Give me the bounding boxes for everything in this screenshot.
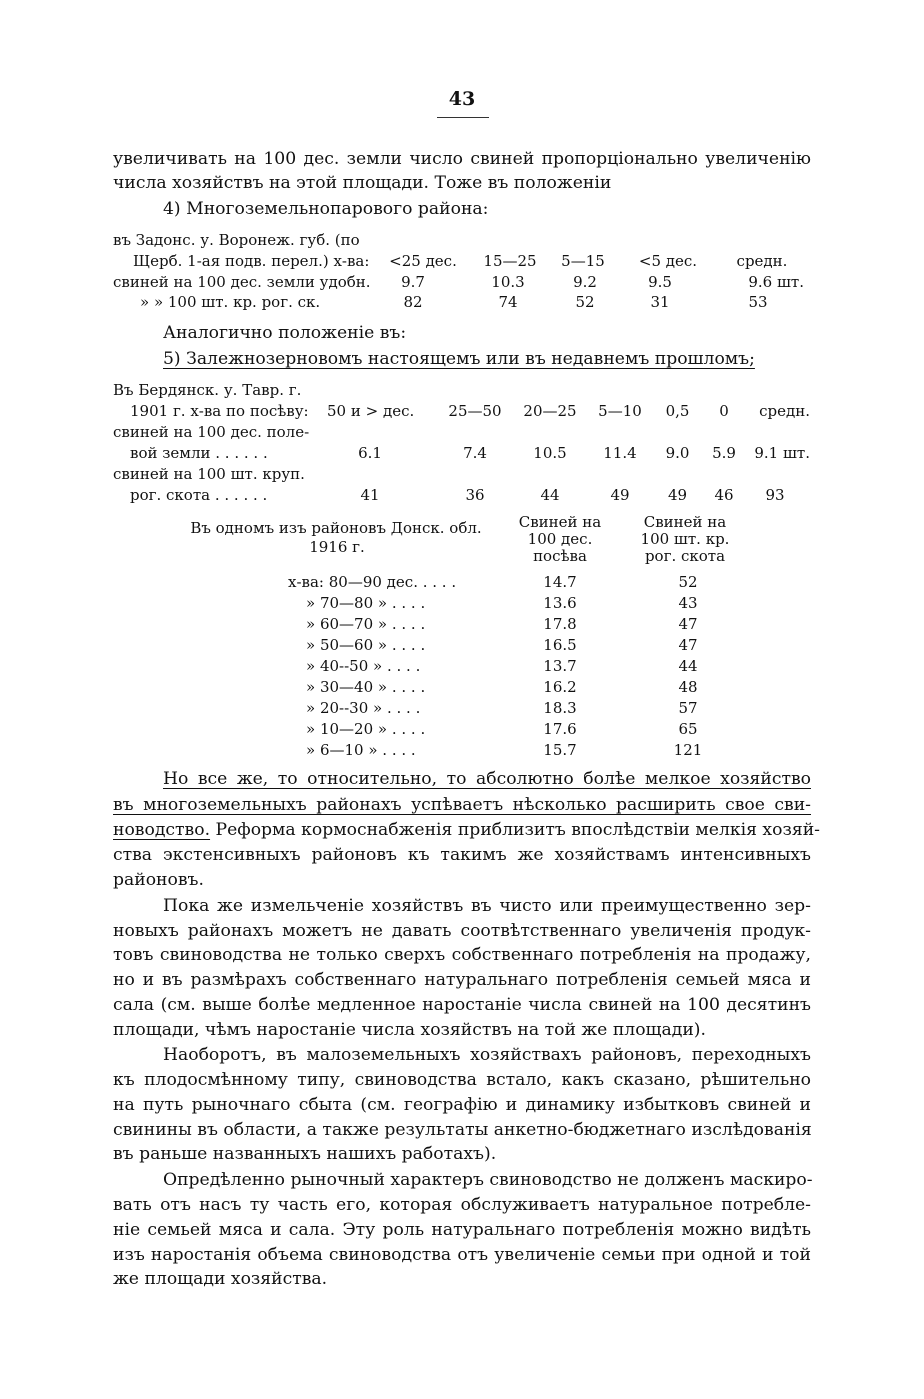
table3-title: Въ одномъ изъ районовъ Донск. обл. — [190, 519, 482, 537]
para4-line: на путь рыночнаго сбыта (см. географію и динамику избытковъ свиней и — [113, 1095, 811, 1115]
table3-cell: 121 — [673, 741, 703, 759]
table1-row-label: » » 100 шт. кр. рог. ск. — [140, 293, 321, 311]
table1-col-head: 5—15 — [561, 252, 605, 270]
table3-cell: 17.8 — [543, 615, 577, 633]
para3-line: площади, чѣмъ наростаніе числа хозяйствъ на той же площади). — [113, 1020, 706, 1040]
table2-row-label: свиней на 100 дес. поле- — [113, 423, 310, 441]
para5-line: изъ наростанія объема свиноводства отъ увеличеніе семьи при одной и той — [113, 1245, 811, 1265]
table1-cell: 9.7 — [401, 273, 425, 291]
para3-line: новыхъ районахъ можетъ не давать соотвѣтственнаго увеличенія продук- — [113, 921, 811, 941]
table2-cell: 46 — [714, 486, 734, 504]
table1-cell: 74 — [498, 293, 518, 311]
table3-col-head: рог. скота — [644, 547, 726, 565]
para4-line: свинины въ области, а также результаты анкетно-бюджетнаго изслѣдованія — [113, 1120, 812, 1140]
table2-cell: 10.5 — [533, 444, 567, 462]
table2-head: Въ Бердянск. у. Тавр. г. — [113, 381, 302, 399]
para2-line-rest: Реформа кормоснабженія приблизитъ впослѣдствіи мелкія хозяй- — [210, 820, 820, 840]
table2-cell: 93 — [765, 486, 785, 504]
table3-cell: 16.2 — [543, 678, 577, 696]
table2-col-head: 20—25 — [523, 402, 577, 420]
table2-cell: 36 — [465, 486, 485, 504]
table2-col-head: средн. — [759, 402, 810, 420]
table2-head: 1901 г. х-ва по посѣву: — [130, 402, 309, 420]
table3-cell: 65 — [678, 720, 698, 738]
table3-row-label: » 20--30 » . . . . — [306, 699, 421, 717]
section-heading-4: 4) Многоземельнопарового района: — [163, 199, 489, 219]
table3-col-head: посѣва — [533, 547, 587, 565]
table1-head: въ Задонс. у. Воронеж. губ. (по — [113, 231, 360, 249]
table2-col-head: 0,5 — [665, 402, 690, 420]
para2-line: Но все же, то относительно, то абсолютно болѣе мелкое хозяйство — [163, 769, 811, 789]
table1-cell: 9.5 — [648, 273, 672, 291]
table3-cell: 17.6 — [543, 720, 577, 738]
table2-col-head: 50 и > дес. — [327, 402, 415, 420]
page-number: 43 — [448, 88, 476, 110]
table3-cell: 13.6 — [543, 594, 577, 612]
table3-cell: 15.7 — [543, 741, 577, 759]
table3-row-label: » 30—40 » . . . . — [306, 678, 426, 696]
table2-cell: 5.9 — [712, 444, 736, 462]
table3-col-head: Свиней на — [518, 513, 602, 531]
table2-row-label: свиней на 100 шт. круп. — [113, 465, 305, 483]
para5-line: же площади хозяйства. — [113, 1269, 328, 1289]
mid-line: Аналогично положеніе въ: — [163, 323, 407, 343]
table2-cell: 9.0 — [665, 444, 690, 462]
table3-row-label: » 70—80 » . . . . — [306, 594, 426, 612]
para2-line — [113, 819, 820, 841]
table3-col-head: 100 дес. — [527, 530, 593, 548]
table1-col-head: <5 дес. — [638, 252, 698, 270]
table3-col-head: Свиней на — [643, 513, 727, 531]
table1-cell: 10.3 — [491, 273, 525, 291]
table2-col-head: 25—50 — [448, 402, 502, 420]
para2-line: въ многоземельныхъ районахъ успѣваетъ нѣсколько расширить свое сви- — [113, 795, 811, 815]
para4-line: Наоборотъ, въ малоземельныхъ хозяйствахъ районовъ, переходныхъ — [163, 1045, 811, 1065]
table3-cell: 43 — [678, 594, 698, 612]
section-heading-5: 5) Залежнозерновомъ настоящемъ или въ недавнемъ прошломъ; — [163, 349, 755, 369]
table3-cell: 44 — [678, 657, 698, 675]
table2-row-label: рог. скота . . . . . . — [130, 486, 268, 504]
table1-col-head: <25 дес. — [389, 252, 457, 270]
table1-cell: 9.2 — [573, 273, 597, 291]
table3-col-head: 100 шт. кр. — [640, 530, 730, 548]
table3-row-label: » 6—10 » . . . . — [306, 741, 416, 759]
para3-line: сала (см. выше болѣе медленное наростаніе числа свиней на 100 десятинъ — [113, 995, 811, 1015]
table1-head: Щерб. 1-ая подв. перел.) х-ва: — [133, 252, 370, 270]
page-number-rule — [437, 117, 489, 118]
para5-line: ніе семьей мяса и сала. Эту роль натуральнаго потребленія можно видѣть — [113, 1220, 811, 1240]
table3-row-label: » 50—60 » . . . . — [306, 636, 426, 654]
table3-row-label: » 40--50 » . . . . — [306, 657, 421, 675]
table3-row-label: » 10—20 » . . . . — [306, 720, 426, 738]
table3-cell: 52 — [678, 573, 698, 591]
para2-line: районовъ. — [113, 870, 204, 890]
table3-row-label: » 60—70 » . . . . — [306, 615, 426, 633]
table1-cell: 31 — [650, 293, 670, 311]
table2-row-label: вой земли . . . . . . — [130, 444, 268, 462]
table2-cell: 41 — [360, 486, 380, 504]
table3-cell: 48 — [678, 678, 698, 696]
para3-line: товъ свиноводства не только сверхъ собственнаго потребленія на продажу, — [113, 945, 811, 965]
table3-title: 1916 г. — [309, 538, 365, 556]
table1-cell: 52 — [575, 293, 595, 311]
table2-cell: 11.4 — [603, 444, 637, 462]
para5-line: Опредѣленно рыночный характеръ свиноводство не долженъ маскиро- — [163, 1170, 813, 1190]
table2-cell: 7.4 — [463, 444, 487, 462]
table1-cell: 53 — [748, 293, 768, 311]
table1-col-head: 15—25 — [483, 252, 537, 270]
table3-cell: 47 — [678, 615, 698, 633]
para4-line: въ раньше названныхъ нашихъ работахъ). — [113, 1144, 497, 1164]
table3-row-label: х-ва: 80—90 дес. . . . . — [288, 573, 457, 591]
table2-cell: 9.1 шт. — [754, 444, 810, 462]
table3-cell: 47 — [678, 636, 698, 654]
table3-cell: 18.3 — [543, 699, 577, 717]
table3-cell: 57 — [678, 699, 698, 717]
para1-line: увеличивать на 100 дес. земли число свиней пропорціонально увеличенію — [113, 149, 811, 169]
table3-cell: 14.7 — [543, 573, 577, 591]
para4-line: къ плодосмѣнному типу, свиноводства встало, какъ сказано, рѣшительно — [113, 1070, 811, 1090]
table2-cell: 6.1 — [358, 444, 382, 462]
table1-col-head: средн. — [736, 252, 788, 270]
table3-cell: 13.7 — [543, 657, 577, 675]
table2-cell: 44 — [540, 486, 560, 504]
table2-cell: 49 — [667, 486, 688, 504]
table1-row-label: свиней на 100 дес. земли удобн. — [113, 273, 371, 291]
table3-cell: 16.5 — [543, 636, 577, 654]
para2-underlined-word: новодство. — [113, 820, 211, 840]
table2-col-head: 5—10 — [598, 402, 642, 420]
table1-cell: 82 — [403, 293, 423, 311]
para5-line: вать отъ насъ ту часть его, которая обслуживаетъ натуральное потребле- — [113, 1195, 811, 1215]
para3-line: но и въ размѣрахъ собственнаго натуральнаго потребленія семьей мяса и — [113, 970, 811, 990]
para2-line: ства экстенсивныхъ районовъ къ такимъ же хозяйствамъ интенсивныхъ — [113, 845, 811, 865]
para3-line: Пока же измельченіе хозяйствъ въ чисто или преимущественно зер- — [163, 896, 811, 916]
table1-cell: 9.6 шт. — [748, 273, 804, 291]
table2-col-head: 0 — [719, 402, 729, 420]
table2-cell: 49 — [610, 486, 630, 504]
para1-line: числа хозяйствъ на этой площади. Тоже въ положеніи — [113, 173, 612, 193]
